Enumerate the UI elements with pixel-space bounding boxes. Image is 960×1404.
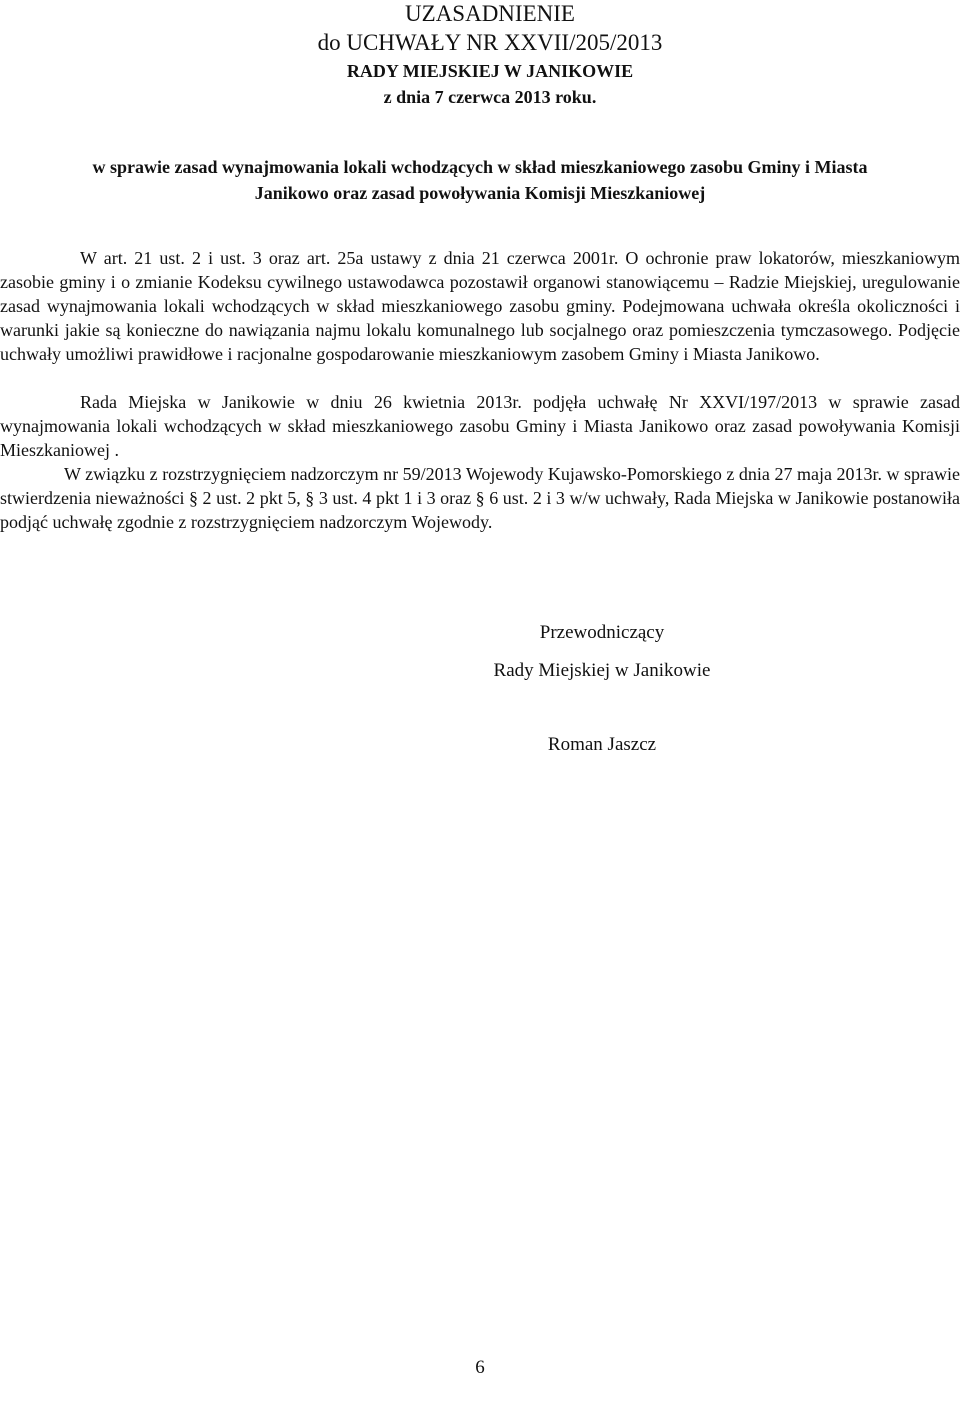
page-number: 6	[475, 1357, 485, 1378]
resolution-subject	[24, 154, 936, 206]
council-name: RADY MIEJSKIEJ W JANIKOWIE	[346, 61, 634, 81]
signature-block	[440, 618, 764, 760]
subject-line-1: w sprawie zasad wynajmowania lokali wchodzących w skład mieszkaniowego zasobu Gminy i Miasta	[92, 157, 868, 177]
resolution-date: z dnia 7 czerwca 2013 roku.	[383, 87, 597, 107]
subject-line-2: Janikowo oraz zasad powoływania Komisji Mieszkaniowej	[254, 183, 706, 203]
body-paragraph-3: W związku z rozstrzygnięciem nadzorczym nr 59/2013 Wojewody Kujawsko-Pomorskiego z dnia 27 maja 2013r. w sprawie stwierdzenia nieważności § 2 ust. 2 pkt 5, § 3 ust. 4 pkt 1 i 3 oraz § 6 ust. 2 i 3 w/w uchwały, Rada Miejska w Janikowie postanowiła podjąć uchwałę zgodnie z rozstrzygnięciem nadzorczym Wojewody.	[0, 464, 960, 532]
justification-body	[0, 246, 960, 534]
body-paragraph-2: Rada Miejska w Janikowie w dniu 26 kwietnia 2013r. podjęła uchwałę Nr XXVI/197/2013 w sprawie zasad wynajmowania lokali wchodzących w skład mieszkaniowego zasobu Gminy i Miasta Janikowo oraz zasad powoływania Komisji Mieszkaniowej .	[0, 392, 960, 460]
document-header	[300, 0, 680, 110]
signatory-role: Przewodniczący	[539, 622, 665, 643]
signatory-name: Roman Jaszcz	[547, 734, 657, 755]
document-title: UZASADNIENIE	[405, 1, 575, 26]
body-paragraph-1: W art. 21 ust. 2 i ust. 3 oraz art. 25a ustawy z dnia 21 czerwca 2001r. O ochronie praw lokatorów, mieszkaniowym zasobie gminy i o zmianie Kodeksu cywilnego ustawodawca pozostawił organowi stanowiącemu – Radzie Miejskiej, uregulowanie zasad wynajmowania lokali wchodzących w skład mieszkaniowego zasobu gminy. Podejmowana uchwała określa okoliczności i warunki jakie są konieczne do nawiązania najmu lokalu komunalnego lub socjalnego oraz pomieszczenia tymczasowego. Podjęcie uchwały umożliwi prawidłowe i racjonalne gospodarowanie mieszkaniowym zasobem Gminy i Miasta Janikowo.	[0, 248, 960, 364]
resolution-reference: do UCHWAŁY NR XXVII/205/2013	[317, 30, 663, 55]
signatory-body: Rady Miejskiej w Janikowie	[493, 660, 711, 681]
